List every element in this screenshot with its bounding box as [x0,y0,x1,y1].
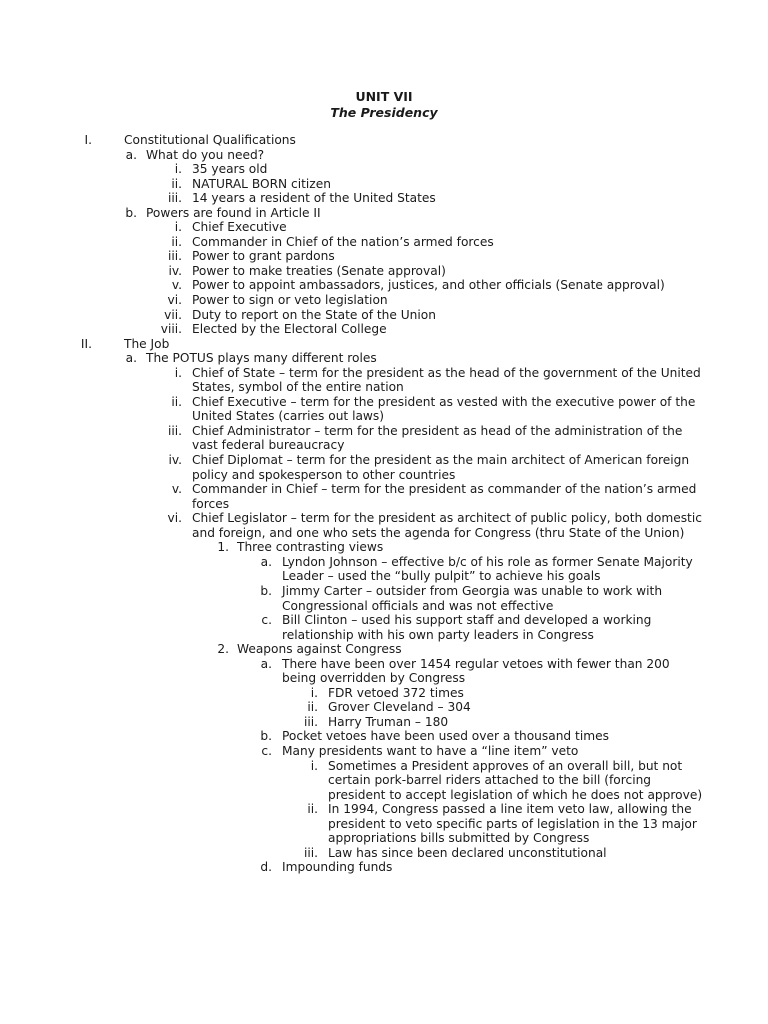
list-item-text: vast federal bureaucracy [192,438,345,453]
list-marker: iii. [167,249,182,264]
list-marker: I. [84,133,92,147]
outline-row [0,206,768,221]
outline-row [0,148,768,163]
list-marker: a. [260,554,272,569]
outline-row [0,628,768,643]
list-item-text: The POTUS plays many different roles [146,351,377,366]
outline-row [0,569,768,584]
list-item-text: Congressional officials and was not effective [282,598,554,613]
list-item-text: president to veto specific parts of legislation in the 13 major [328,816,697,831]
list-marker: i. [174,162,182,177]
list-marker: ii. [307,700,318,715]
list-item-text: Bill Clinton – used his support staff and developed a working [282,613,652,628]
outline-row [0,773,768,788]
outline-row [0,686,768,701]
list-item-text: Chief Executive [192,220,287,235]
list-marker: vii. [164,307,182,322]
outline-row [0,642,768,657]
list-marker: d. [260,860,272,875]
list-item-text: Chief Administrator – term for the president as head of the administration of the [192,423,683,438]
outline-row [0,264,768,279]
list-item-text: Pocket vetoes have been used over a thousand times [282,729,609,744]
list-marker: 2. [217,642,229,657]
list-item-text: The Job [124,336,170,351]
outline-row [0,831,768,846]
list-item-text: Law has since been declared unconstitutional [328,845,607,860]
outline-row [0,366,768,381]
outline-row [0,293,768,308]
outline-row [0,657,768,672]
outline-row [0,744,768,759]
list-item-text: What do you need? [146,147,265,162]
list-marker: iii. [167,191,182,206]
list-item-text: forces [192,496,230,511]
list-marker: iii. [167,423,182,438]
list-marker: v. [171,482,182,497]
outline-row [0,584,768,599]
list-marker: iii. [303,845,318,860]
outline-row [0,817,768,832]
outline-row [0,759,768,774]
list-item-text: In 1994, Congress passed a line item veto law, allowing the [328,802,692,817]
list-item-text: Impounding funds [282,860,393,875]
list-item-text: Grover Cleveland – 304 [328,700,471,715]
list-marker: a. [260,656,272,671]
outline-row [0,846,768,861]
list-item-text: Elected by the Electoral College [192,322,387,337]
outline-row [0,860,768,875]
list-marker: i. [174,220,182,235]
list-marker: b. [260,583,272,598]
list-marker: b. [125,205,137,220]
list-item-text: Sometimes a President approves of an overall bill, but not [328,758,683,773]
outline-row [0,497,768,512]
outline-row [0,380,768,395]
list-marker: ii. [171,176,182,191]
list-item-text: Weapons against Congress [237,642,402,657]
outline-row [0,540,768,555]
outline-row [0,409,768,424]
list-item-text: Leader – used the “bully pulpit” to achieve his goals [282,569,601,584]
list-item-text: Many presidents want to have a “line item” veto [282,743,579,758]
outline-row [0,308,768,323]
list-item-text: FDR vetoed 372 times [328,685,464,700]
list-item-text: relationship with his own party leaders in Congress [282,627,594,642]
list-item-text: being overridden by Congress [282,671,466,686]
outline-row [0,715,768,730]
outline-row [0,468,768,483]
outline-row [0,438,768,453]
list-item-text: Powers are found in Article II [146,205,321,220]
list-item-text: Chief Legislator – term for the president as architect of public policy, both domestic [192,511,702,526]
outline-row [0,395,768,410]
list-marker: II. [80,336,92,351]
list-item-text: Three contrasting views [237,540,384,555]
outline-row [0,177,768,192]
outline-row [0,235,768,250]
list-marker: a. [125,351,137,366]
list-item-text: policy and spokesperson to other countries [192,467,456,482]
outline-row [0,322,768,337]
list-item-text: Duty to report on the State of the Union [192,307,436,322]
outline-row [0,802,768,817]
list-item-text: Harry Truman – 180 [328,714,449,729]
list-marker: c. [261,613,272,628]
list-item-text: Chief of State – term for the president as the head of the government of the United [192,365,701,380]
document-title: UNIT VII [355,89,413,104]
outline [0,133,768,875]
list-item-text: Power to make treaties (Senate approval) [192,263,446,278]
list-item-text: 35 years old [192,162,268,177]
list-marker: v. [171,278,182,293]
outline-row [0,555,768,570]
outline-row [0,191,768,206]
outline-row [0,453,768,468]
list-marker: i. [310,685,318,700]
list-marker: vi. [167,293,182,308]
list-item-text: president to accept legislation of which he does not approve) [328,787,703,802]
list-marker: vi. [167,511,182,526]
outline-row [0,599,768,614]
list-item-text: United States (carries out laws) [192,409,385,424]
list-item-text: Jimmy Carter – outsider from Georgia was unable to work with [282,583,663,598]
outline-row [0,613,768,628]
list-item-text: States, symbol of the entire nation [192,380,404,395]
list-item-text: certain pork-barrel riders attached to the bill (forcing [328,773,652,788]
list-marker: iv. [168,263,182,278]
outline-row [0,482,768,497]
outline-row [0,424,768,439]
list-item-text: and foreign, and one who sets the agenda for Congress (thru State of the Union) [192,525,685,540]
list-marker: ii. [171,394,182,409]
list-item-text: Commander in Chief – term for the president as commander of the nation’s armed [192,482,697,497]
list-marker: b. [260,729,272,744]
outline-row [0,249,768,264]
outline-row [0,337,768,352]
list-item-text: Power to appoint ambassadors, justices, and other officials (Senate approval) [192,278,665,293]
list-marker: a. [125,147,137,162]
outline-row [0,788,768,803]
list-marker: ii. [307,802,318,817]
outline-row [0,351,768,366]
outline-row [0,278,768,293]
list-item-text: 14 years a resident of the United States [192,191,436,206]
document-subtitle: The Presidency [330,105,438,120]
list-marker: i. [310,758,318,773]
list-marker: 1. [217,540,229,555]
outline-row [0,700,768,715]
list-marker: i. [174,365,182,380]
list-item-text: Power to grant pardons [192,249,335,264]
outline-row [0,729,768,744]
list-item-text: Power to sign or veto legislation [192,293,388,308]
list-marker: iv. [168,453,182,468]
outline-row [0,220,768,235]
list-item-text: Constitutional Qualifications [124,133,296,147]
outline-row [0,671,768,686]
list-item-text: Chief Executive – term for the president as vested with the executive power of the [192,394,696,409]
list-item-text: Lyndon Johnson – effective b/c of his role as former Senate Majority [282,554,693,569]
outline-row [0,511,768,526]
list-marker: viii. [160,322,182,337]
list-item-text: Commander in Chief of the nation’s armed forces [192,234,494,249]
outline-row [0,133,768,148]
list-marker: iii. [303,714,318,729]
list-item-text: Chief Diplomat – term for the president as the main architect of American foreign [192,453,690,468]
outline-row [0,526,768,541]
list-item-text: There have been over 1454 regular vetoes with fewer than 200 [282,656,670,671]
list-item-text: appropriations bills submitted by Congress [328,831,590,846]
list-item-text: NATURAL BORN citizen [192,176,331,191]
outline-row [0,162,768,177]
list-marker: ii. [171,234,182,249]
list-marker: c. [261,743,272,758]
